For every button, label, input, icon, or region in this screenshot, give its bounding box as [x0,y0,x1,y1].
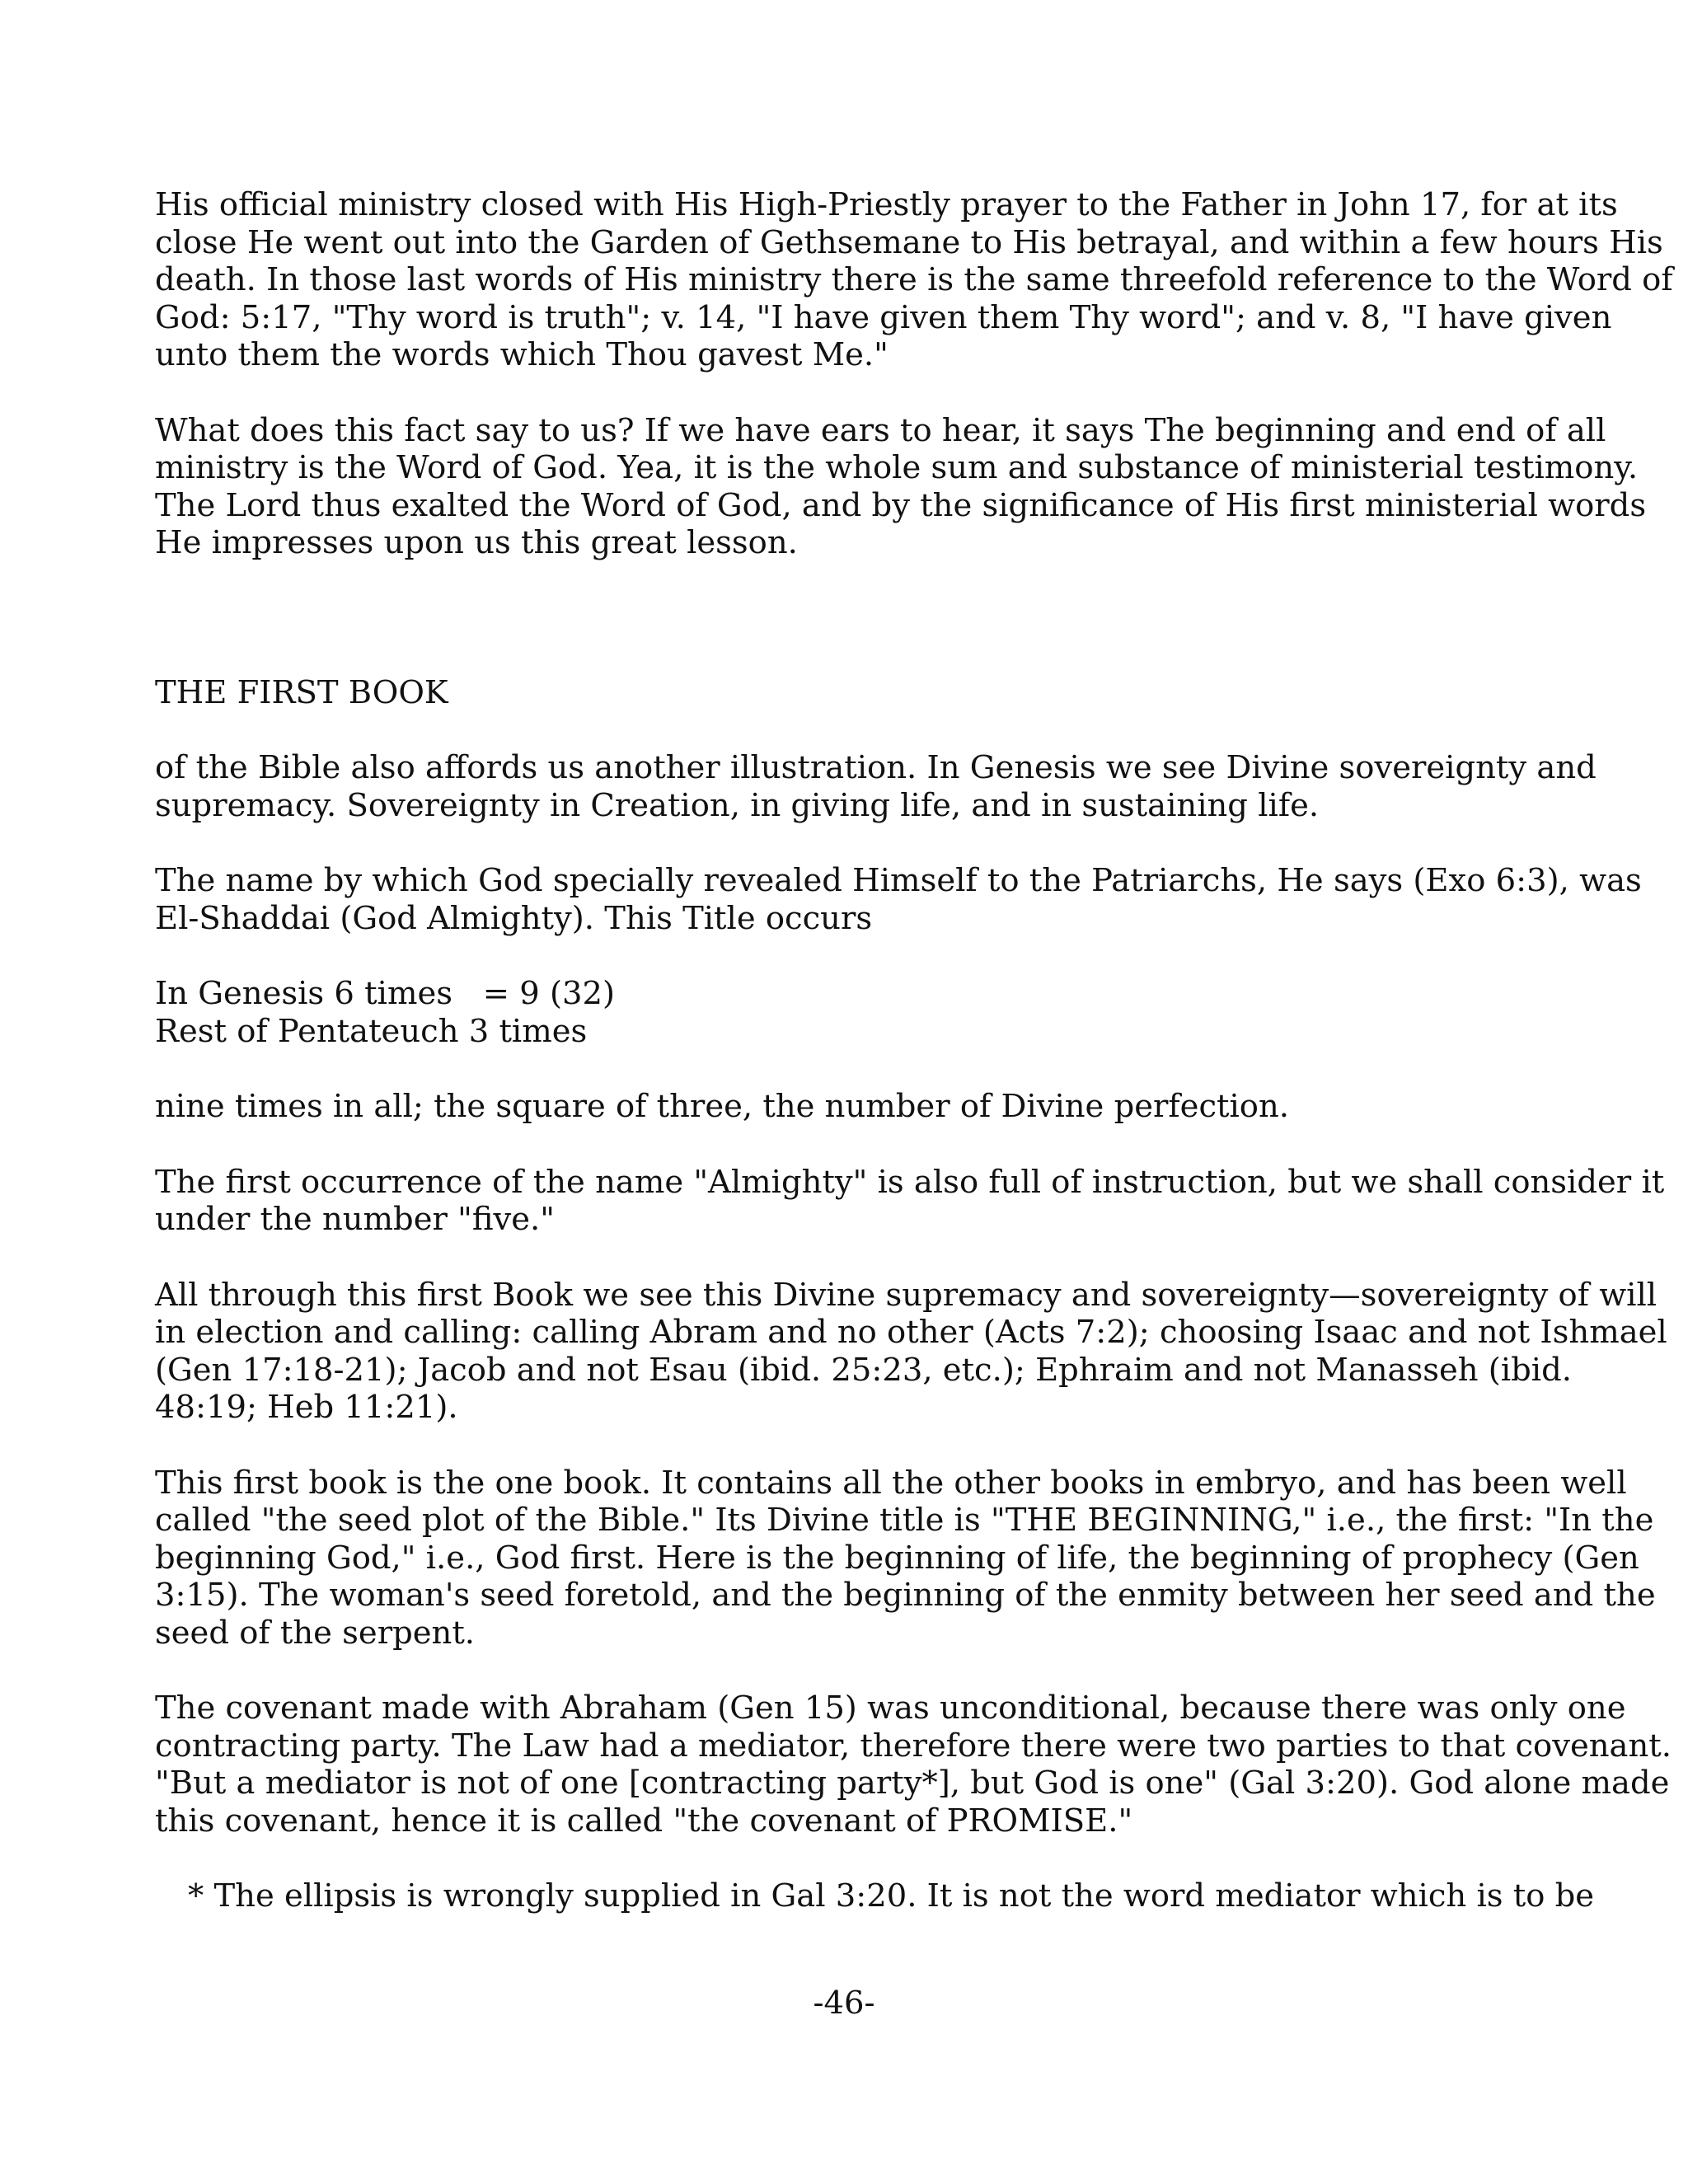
paragraph-election-calling [155,1276,1667,1427]
paragraph-spacer [155,711,1548,749]
text-line: The name by which God specially revealed Himself to the Patriarchs, He says (Exo 6:3), was [155,862,1642,899]
text-line: called "the seed plot of the Bible." Its Divine title is "THE BEGINNING," i.e., the first: "In the [155,1502,1654,1539]
text-line: 3:15). The woman's seed foretold, and the beginning of the enmity between her seed and the [155,1577,1656,1614]
text-line: His official ministry closed with His High-Priestly prayer to the Father in John 17, for at its [155,186,1618,223]
paragraph-nine-times [155,1088,1548,1126]
text-line: The covenant made with Abraham (Gen 15) was unconditional, because there was only one [155,1690,1626,1727]
page-number: -46- [813,1985,875,2022]
text-line: This first book is the one book. It contains all the other books in embryo, and has been well [155,1464,1627,1502]
paragraph-spacer [155,1050,1548,1088]
text-line: (Gen 17:18-21); Jacob and not Esau (ibid. 25:23, etc.); Ephraim and not Manasseh (ibid. [155,1351,1572,1389]
paragraph-spacer [155,1840,1548,1877]
paragraph-covenant [155,1690,1672,1840]
paragraph-spacer [155,937,1548,975]
text-line: death. In those last words of His ministry there is the same threefold reference to the Word of [155,261,1673,298]
text-line: What does this fact say to us? If we have ears to hear, it says The beginning and end of all [155,411,1606,449]
paragraph-genesis-sovereignty [155,749,1597,824]
text-line: this covenant, hence it is called "the covenant of PROMISE." [155,1802,1133,1840]
paragraph-spacer [155,824,1548,862]
text-line: "But a mediator is not of one [contracting party*], but God is one" (Gal 3:20). God alone made [155,1765,1670,1802]
text-line: close He went out into the Garden of Gethsemane to His betrayal, and within a few hours His [155,223,1663,261]
paragraph-spacer [155,1427,1548,1465]
text-line: El-Shaddai (God Almighty). This Title occurs [155,899,873,937]
text-line: ministry is the Word of God. Yea, it is the whole sum and substance of ministerial testimony. [155,449,1639,486]
occurrence-count-list [155,975,1548,1050]
footnote: * The ellipsis is wrongly supplied in Gal 3:20. It is not the word mediator which is to be [188,1877,1595,1915]
text-line: Rest of Pentateuch 3 times [155,1012,588,1050]
paragraph-spacer [155,1239,1548,1277]
text-line: The first occurrence of the name "Almighty" is also full of instruction, but we shall consider it [155,1163,1665,1201]
paragraph-almighty [155,1163,1665,1239]
page-content [155,186,1673,1915]
text-line: of the Bible also affords us another illustration. In Genesis we see Divine sovereignty and [155,749,1597,786]
paragraph-el-shaddai [155,862,1642,937]
text-line: All through this first Book we see this Divine supremacy and sovereignty—sovereignty of will [155,1276,1658,1314]
paragraph-spacer [155,1126,1548,1164]
text-line: 48:19; Heb 11:21). [155,1389,458,1426]
text-line: The Lord thus exalted the Word of God, and by the significance of His first ministerial words [155,486,1647,524]
text-line: in election and calling: calling Abram and no other (Acts 7:2); choosing Isaac and not Ishmael [155,1314,1667,1351]
text-line: In Genesis 6 times = 9 (32) [155,975,615,1012]
text-line: unto them the words which Thou gavest Me." [155,336,889,373]
text-line: under the number "five." [155,1201,555,1238]
text-line: seed of the serpent. [155,1614,476,1652]
text-line: nine times in all; the square of three, the number of Divine perfection. [155,1088,1289,1125]
text-line: contracting party. The Law had a mediator, therefore there were two parties to that covenant. [155,1727,1672,1765]
section-heading: THE FIRST BOOK [155,673,448,711]
text-line: He impresses upon us this great lesson. [155,524,798,561]
paragraph-high-priestly-prayer [155,186,1673,374]
section-spacer [155,562,1548,674]
text-line: supremacy. Sovereignty in Creation, in giving life, and in sustaining life. [155,786,1320,824]
paragraph-spacer [155,374,1548,412]
text-line: beginning God," i.e., God first. Here is the beginning of life, the beginning of prophecy (Gen [155,1539,1639,1577]
paragraph-spacer [155,1652,1548,1690]
paragraph-word-of-god [155,411,1647,562]
paragraph-seed-plot [155,1464,1656,1652]
text-line: God: 5:17, "Thy word is truth"; v. 14, "I have given them Thy word"; and v. 8, "I have given [155,298,1612,336]
